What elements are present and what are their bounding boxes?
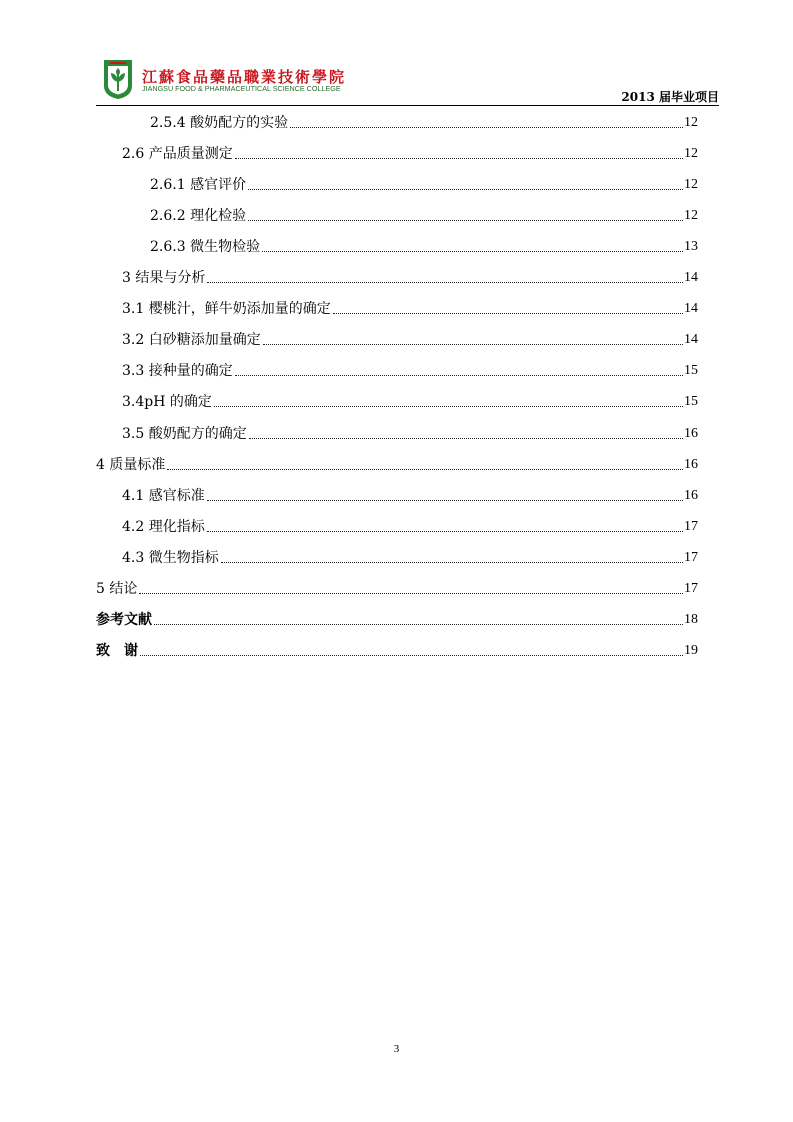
toc-dot-leader (248, 189, 683, 190)
toc-entry[interactable] (96, 578, 698, 598)
toc-entry[interactable] (122, 298, 698, 318)
toc-entry[interactable] (122, 267, 698, 287)
toc-dot-leader (262, 251, 683, 252)
toc-dot-leader (235, 375, 683, 376)
toc-entry-title: 致 谢 (96, 642, 138, 659)
toc-entry-page: 16 (684, 487, 698, 503)
toc-entry-page: 15 (684, 394, 698, 410)
toc-entry-page: 16 (684, 425, 698, 441)
toc-dot-leader (235, 158, 683, 159)
toc-entry-page: 17 (684, 580, 698, 596)
toc-entry-page: 12 (684, 115, 698, 130)
toc-entry[interactable] (96, 454, 698, 474)
toc-entry[interactable] (150, 236, 698, 256)
toc-entry-title: 3.1 樱桃汁，鲜牛奶添加量的确定 (122, 301, 331, 318)
toc-entry-page: 19 (684, 642, 698, 658)
toc-entry-title: 2.6.2 理化检验 (150, 208, 247, 225)
toc-dot-leader (221, 562, 683, 563)
toc-entry-page: 18 (684, 611, 698, 627)
college-logo-icon (102, 58, 134, 100)
toc-dot-leader (248, 220, 683, 221)
toc-dot-leader (207, 531, 683, 532)
toc-entry[interactable] (150, 112, 698, 132)
toc-dot-leader (139, 593, 683, 594)
toc-entry-title: 4.1 感官标准 (122, 487, 205, 504)
toc-entry[interactable] (122, 547, 698, 567)
toc-entry[interactable] (122, 423, 698, 443)
toc-entry[interactable] (122, 360, 698, 380)
toc-entry[interactable] (96, 609, 698, 629)
toc-entry-title: 5 结论 (96, 580, 138, 597)
page-header (96, 56, 719, 105)
toc-entry[interactable] (150, 174, 698, 194)
toc-entry-title: 2.5.4 酸奶配方的实验 (150, 115, 289, 131)
toc-entry[interactable] (96, 640, 698, 660)
toc-entry-page: 14 (684, 332, 698, 348)
toc-dot-leader (140, 655, 683, 656)
toc-entry-page: 12 (684, 146, 698, 162)
college-name-chinese: 江蘇食品藥品職業技術學院 (142, 68, 347, 86)
toc-entry[interactable] (122, 391, 698, 411)
toc-entry[interactable] (122, 143, 698, 163)
project-label: 2013 届毕业项目 (621, 90, 719, 104)
toc-entry[interactable] (122, 485, 698, 505)
toc-dot-leader (167, 469, 683, 470)
toc-entry-title: 3 结果与分析 (122, 270, 206, 287)
toc-entry[interactable] (122, 516, 698, 536)
toc-entry-title: 参考文献 (96, 611, 152, 628)
toc-dot-leader (290, 127, 683, 128)
toc-dot-leader (333, 313, 683, 314)
toc-dot-leader (154, 624, 683, 625)
toc-dot-leader (249, 438, 683, 439)
toc-entry-page: 17 (684, 518, 698, 534)
toc-entry-title: 4 质量标准 (96, 456, 166, 473)
toc-dot-leader (214, 406, 683, 407)
toc-entry-title: 3.4pH 的确定 (122, 394, 212, 411)
toc-entry-title: 3.3 接种量的确定 (122, 363, 233, 380)
toc-entry[interactable] (122, 329, 698, 349)
toc-dot-leader (207, 282, 683, 283)
toc-entry-title: 2.6.1 感官评价 (150, 177, 247, 194)
toc-entry-title: 3.2 白砂糖添加量确定 (122, 332, 261, 349)
toc-entry-title: 3.5 酸奶配方的确定 (122, 425, 247, 442)
toc-entry-page: 17 (684, 549, 698, 565)
toc-entry-page: 12 (684, 208, 698, 224)
toc-entry-page: 14 (684, 301, 698, 317)
toc-entry[interactable] (150, 205, 698, 225)
toc-entry-page: 15 (684, 363, 698, 379)
toc-entry-page: 12 (684, 177, 698, 193)
page-number: 3 (393, 1043, 400, 1055)
toc-entry-title: 2.6 产品质量测定 (122, 146, 233, 163)
college-name-english: JIANGSU FOOD & PHARMACEUTICAL SCIENCE COLLEGE (142, 84, 341, 93)
toc-dot-leader (263, 344, 683, 345)
toc-entry-title: 4.2 理化指标 (122, 518, 205, 535)
toc-entry-title: 2.6.3 微生物检验 (150, 239, 261, 256)
toc-dot-leader (207, 500, 683, 501)
toc-entry-page: 16 (684, 456, 698, 472)
toc-entry-page: 13 (684, 239, 698, 255)
header-divider (96, 105, 719, 106)
toc-entry-title: 4.3 微生物指标 (122, 549, 219, 566)
toc-entry-page: 14 (684, 270, 698, 286)
